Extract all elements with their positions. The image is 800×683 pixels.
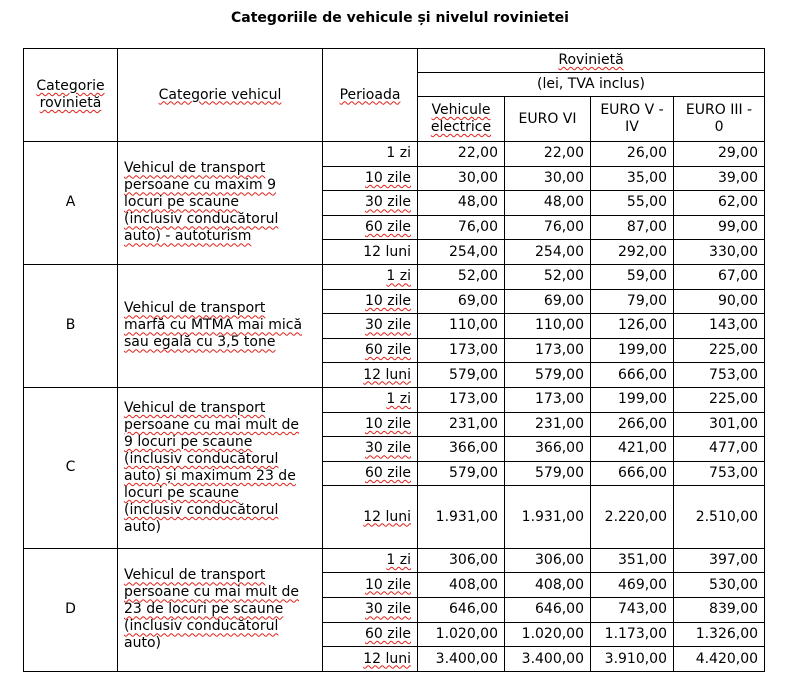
value-cell: 421,00 bbox=[591, 437, 674, 462]
value-cell: 3.910,00 bbox=[591, 647, 674, 672]
value-cell: 2.220,00 bbox=[591, 486, 674, 549]
value-cell: 99,00 bbox=[674, 215, 765, 240]
value-cell: 67,00 bbox=[674, 264, 765, 289]
period-cell: 60 zile bbox=[323, 215, 418, 240]
period-cell: 12 luni bbox=[323, 647, 418, 672]
value-cell: 69,00 bbox=[505, 289, 591, 314]
header-categorie-vehicul: Categorie vehicul bbox=[118, 49, 323, 142]
value-cell: 59,00 bbox=[591, 264, 674, 289]
value-cell: 839,00 bbox=[674, 598, 765, 623]
value-cell: 90,00 bbox=[674, 289, 765, 314]
value-cell: 225,00 bbox=[674, 338, 765, 363]
period-cell: 30 zile bbox=[323, 191, 418, 216]
value-cell: 1.931,00 bbox=[505, 486, 591, 549]
value-cell: 306,00 bbox=[418, 548, 505, 573]
value-cell: 1.931,00 bbox=[418, 486, 505, 549]
value-cell: 35,00 bbox=[591, 166, 674, 191]
period-cell: 30 zile bbox=[323, 598, 418, 623]
category-cell: A bbox=[24, 142, 118, 265]
period-cell: 10 zile bbox=[323, 166, 418, 191]
period-cell: 10 zile bbox=[323, 289, 418, 314]
period-cell: 1 zi bbox=[323, 548, 418, 573]
value-cell: 26,00 bbox=[591, 142, 674, 167]
value-cell: 366,00 bbox=[505, 437, 591, 462]
value-cell: 225,00 bbox=[674, 387, 765, 412]
value-cell: 743,00 bbox=[591, 598, 674, 623]
period-cell: 60 zile bbox=[323, 338, 418, 363]
value-cell: 48,00 bbox=[418, 191, 505, 216]
value-cell: 306,00 bbox=[505, 548, 591, 573]
value-cell: 666,00 bbox=[591, 363, 674, 388]
value-cell: 254,00 bbox=[505, 240, 591, 265]
value-cell: 469,00 bbox=[591, 573, 674, 598]
category-cell: C bbox=[24, 387, 118, 548]
value-cell: 110,00 bbox=[505, 314, 591, 339]
value-cell: 173,00 bbox=[418, 338, 505, 363]
value-cell: 52,00 bbox=[418, 264, 505, 289]
value-cell: 3.400,00 bbox=[505, 647, 591, 672]
value-cell: 408,00 bbox=[505, 573, 591, 598]
value-cell: 29,00 bbox=[674, 142, 765, 167]
value-cell: 30,00 bbox=[418, 166, 505, 191]
value-cell: 1.173,00 bbox=[591, 622, 674, 647]
value-cell: 579,00 bbox=[418, 363, 505, 388]
value-cell: 69,00 bbox=[418, 289, 505, 314]
period-cell: 12 luni bbox=[323, 363, 418, 388]
value-cell: 22,00 bbox=[418, 142, 505, 167]
value-cell: 254,00 bbox=[418, 240, 505, 265]
period-cell: 12 luni bbox=[323, 240, 418, 265]
value-cell: 292,00 bbox=[591, 240, 674, 265]
value-cell: 4.420,00 bbox=[674, 647, 765, 672]
value-cell: 579,00 bbox=[505, 363, 591, 388]
value-cell: 52,00 bbox=[505, 264, 591, 289]
value-cell: 143,00 bbox=[674, 314, 765, 339]
header-perioada: Perioada bbox=[323, 49, 418, 142]
period-cell: 10 zile bbox=[323, 573, 418, 598]
value-cell: 1.020,00 bbox=[418, 622, 505, 647]
value-cell: 2.510,00 bbox=[674, 486, 765, 549]
vehicle-description: Vehicul de transport persoane cu mai mult de 23 de locuri pe scaune (inclusiv conducătorul auto) bbox=[118, 548, 323, 671]
value-cell: 110,00 bbox=[418, 314, 505, 339]
vehicle-description: Vehicul de transport marfă cu MTMA mai mică sau egală cu 3,5 tone bbox=[118, 264, 323, 387]
value-cell: 530,00 bbox=[674, 573, 765, 598]
value-cell: 76,00 bbox=[505, 215, 591, 240]
value-cell: 62,00 bbox=[674, 191, 765, 216]
category-cell: B bbox=[24, 264, 118, 387]
value-cell: 173,00 bbox=[418, 387, 505, 412]
value-cell: 199,00 bbox=[591, 387, 674, 412]
rovinieta-table bbox=[23, 48, 765, 672]
header-col-euro-vi: EURO VI bbox=[505, 97, 591, 142]
value-cell: 173,00 bbox=[505, 338, 591, 363]
value-cell: 646,00 bbox=[505, 598, 591, 623]
period-cell: 1 zi bbox=[323, 264, 418, 289]
value-cell: 1.020,00 bbox=[505, 622, 591, 647]
value-cell: 3.400,00 bbox=[418, 647, 505, 672]
value-cell: 55,00 bbox=[591, 191, 674, 216]
value-cell: 87,00 bbox=[591, 215, 674, 240]
header-categorie-rovinieta: Categorie rovinietă bbox=[24, 49, 118, 142]
header-col-euro-iii-0: EURO III - 0 bbox=[674, 97, 765, 142]
value-cell: 30,00 bbox=[505, 166, 591, 191]
value-cell: 330,00 bbox=[674, 240, 765, 265]
period-cell: 1 zi bbox=[323, 387, 418, 412]
period-cell: 12 luni bbox=[323, 486, 418, 549]
value-cell: 666,00 bbox=[591, 461, 674, 486]
period-cell: 30 zile bbox=[323, 437, 418, 462]
value-cell: 301,00 bbox=[674, 412, 765, 437]
value-cell: 579,00 bbox=[505, 461, 591, 486]
value-cell: 646,00 bbox=[418, 598, 505, 623]
value-cell: 477,00 bbox=[674, 437, 765, 462]
vehicle-description: Vehicul de transport persoane cu maxim 9 locuri pe scaune (inclusiv conducătorul auto) - autoturism bbox=[118, 142, 323, 265]
header-unit: (lei, TVA inclus) bbox=[418, 73, 765, 97]
value-cell: 408,00 bbox=[418, 573, 505, 598]
value-cell: 351,00 bbox=[591, 548, 674, 573]
value-cell: 397,00 bbox=[674, 548, 765, 573]
value-cell: 79,00 bbox=[591, 289, 674, 314]
value-cell: 753,00 bbox=[674, 461, 765, 486]
value-cell: 199,00 bbox=[591, 338, 674, 363]
period-cell: 30 zile bbox=[323, 314, 418, 339]
period-cell: 1 zi bbox=[323, 142, 418, 167]
value-cell: 126,00 bbox=[591, 314, 674, 339]
header-rovinieta: Rovinietă bbox=[418, 49, 765, 73]
value-cell: 173,00 bbox=[505, 387, 591, 412]
vehicle-description: Vehicul de transport persoane cu mai mult de 9 locuri pe scaune (inclusiv conducătorul auto) și maximum 23 de locuri pe scaune (inclusiv conducătorul auto) bbox=[118, 387, 323, 548]
header-col-euro-v-iv: EURO V - IV bbox=[591, 97, 674, 142]
value-cell: 266,00 bbox=[591, 412, 674, 437]
period-cell: 60 zile bbox=[323, 622, 418, 647]
value-cell: 22,00 bbox=[505, 142, 591, 167]
header-col-electrice: Vehicule electrice bbox=[418, 97, 505, 142]
period-cell: 10 zile bbox=[323, 412, 418, 437]
value-cell: 39,00 bbox=[674, 166, 765, 191]
value-cell: 366,00 bbox=[418, 437, 505, 462]
value-cell: 76,00 bbox=[418, 215, 505, 240]
value-cell: 753,00 bbox=[674, 363, 765, 388]
period-cell: 60 zile bbox=[323, 461, 418, 486]
value-cell: 231,00 bbox=[418, 412, 505, 437]
value-cell: 48,00 bbox=[505, 191, 591, 216]
value-cell: 231,00 bbox=[505, 412, 591, 437]
value-cell: 1.326,00 bbox=[674, 622, 765, 647]
category-cell: D bbox=[24, 548, 118, 671]
value-cell: 579,00 bbox=[418, 461, 505, 486]
document-title: Categoriile de vehicule și nivelul rovinietei bbox=[231, 10, 569, 26]
